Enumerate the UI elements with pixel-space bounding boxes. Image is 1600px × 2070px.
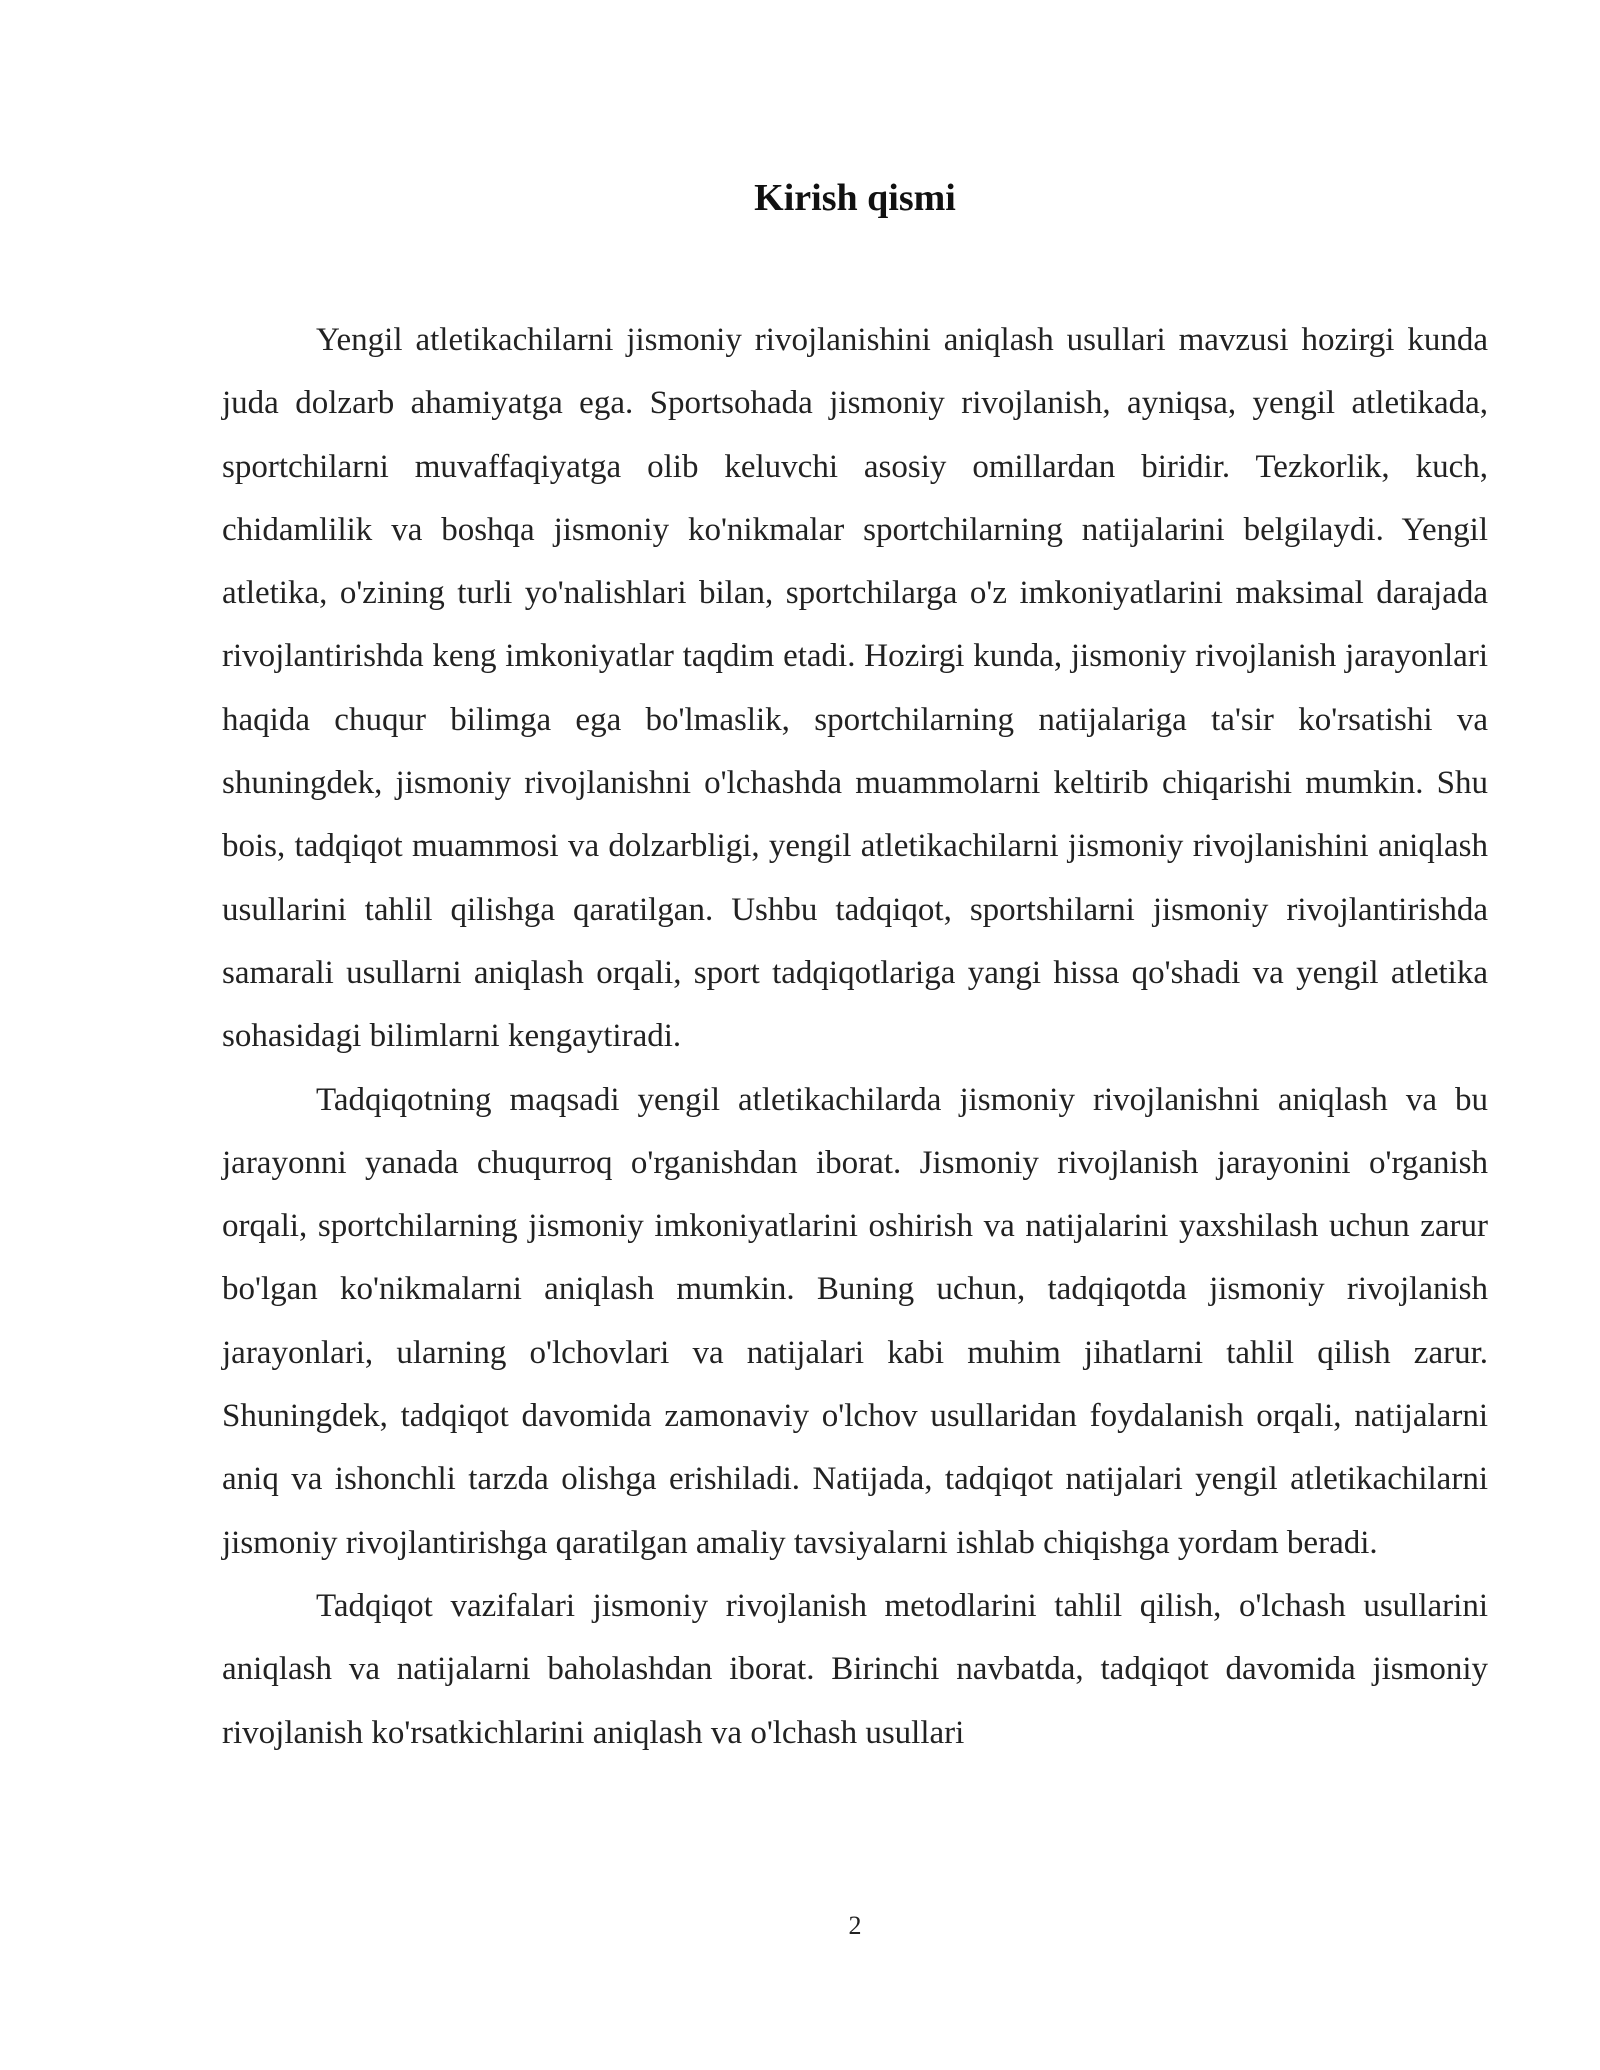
page-number: 2 <box>848 1911 862 1940</box>
paragraph-introduction: Yengil atletikachilarni jismoniy rivojlanishini aniqlash usullari mavzusi hozirgi kunda juda dolzarb ahamiyatga ega. Sportsohada jismoniy rivojlanish, ayniqsa, yengil atletikada, sportchilarni muvaffaqiyatga olib keluvchi asosiy omillardan biridir. Tezkorlik, kuch, chidamlilik va boshqa jismoniy ko'nikmalar sportchilarning natijalarini belgilaydi. Yengil atletika, o'zining turli yo'nalishlari bilan, sportchilarga o'z imkoniyatlarini maksimal darajada rivojlantirishda keng imkoniyatlar taqdim etadi. Hozirgi kunda, jismoniy rivojlanish jarayonlari haqida chuqur bilimga ega bo'lmaslik, sportchilarning natijalariga ta'sir ko'rsatishi va shuningdek, jismoniy rivojlanishni o'lchashda muammolarni keltirib chiqarishi mumkin. Shu bois, tadqiqot muammosi va dolzarbligi, yengil atletikachilarni jismoniy rivojlanishini aniqlash usullarini tahlil qilishga qaratilgan. Ushbu tadqiqot, sportshilarni jismoniy rivojlantirishda samarali usullarni aniqlash orqali, sport tadqiqotlariga yangi hissa qo'shadi va yengil atletika sohasidagi bilimlarni kengaytiradi. <box>222 322 1488 1055</box>
page-title: Kirish qismi <box>754 177 956 220</box>
body-text <box>222 309 1488 1765</box>
paragraph-research-goal: Tadqiqotning maqsadi yengil atletikachilarda jismoniy rivojlanishni aniqlash va bu jarayonni yanada chuqurroq o'rganishdan iborat. Jismoniy rivojlanish jarayonini o'rganish orqali, sportchilarning jismoniy imkoniyatlarini oshirish va natijalarini yaxshilash uchun zarur bo'lgan ko'nikmalarni aniqlash mumkin. Buning uchun, tadqiqotda jismoniy rivojlanish jarayonlari, ularning o'lchovlari va natijalari kabi muhim jihatlarni tahlil qilish zarur. Shuningdek, tadqiqot davomida zamonaviy o'lchov usullaridan foydalanish orqali, natijalarni aniq va ishonchli tarzda olishga erishiladi. Natijada, tadqiqot natijalari yengil atletikachilarni jismoniy rivojlantirishga qaratilgan amaliy tavsiyalarni ishlab chiqishga yordam beradi. <box>222 1081 1488 1561</box>
paragraph-research-tasks: Tadqiqot vazifalari jismoniy rivojlanish metodlarini tahlil qilish, o'lchash usullarini aniqlash va natijalarni baholashdan iborat. Birinchi navbatda, tadqiqot davomida jismoniy rivojlanish ko'rsatkichlarini aniqlash va o'lchash usullari <box>222 1587 1488 1751</box>
